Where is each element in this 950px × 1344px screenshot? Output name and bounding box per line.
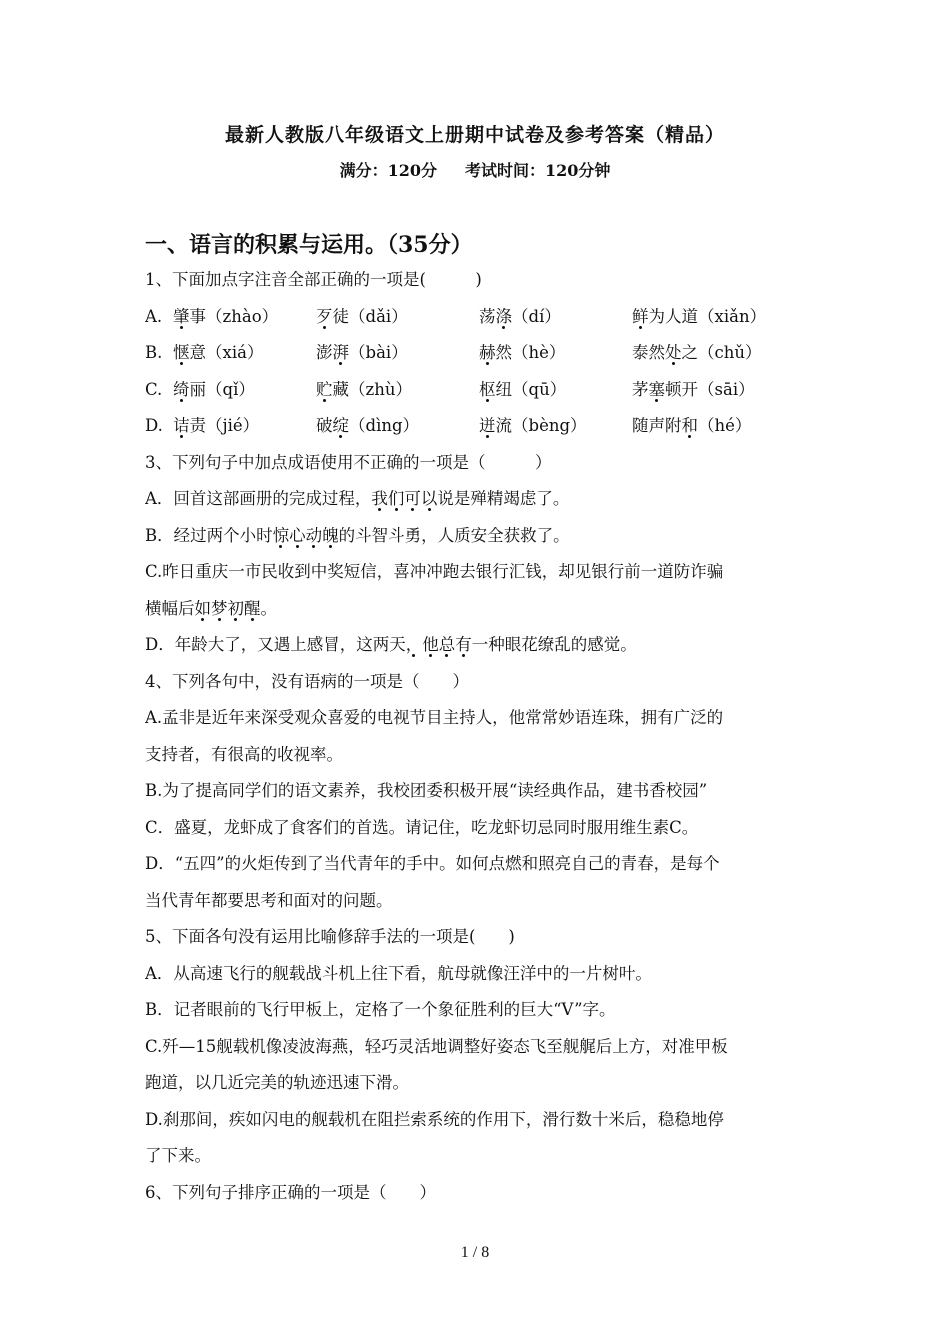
option-label: A. [145,306,163,326]
exam-meta [0,158,950,181]
question-4-option-d-cont: 当代青年都要思考和面对的问题。 [145,890,393,910]
question-3-option-a: A．回首这部画册的完成过程，我们可以说是殚精竭虑了。 [145,489,570,508]
question-3-option-d: D．年龄大了，又遇上感冒，这两天，他总有一种眼花缭乱的感觉。 [145,635,637,654]
emphasis-dot: 处 [665,343,682,362]
question-5-option-b: B．记者眼前的飞行甲板上，定格了一个象征胜利的巨大“V”字。 [145,1000,616,1019]
question-6-stem: 6、下列句子排序正确的一项是（ ） [145,1182,436,1202]
question-1-option-a [145,299,810,336]
emphasis-dot: 总 [438,635,456,654]
emphasis-dot: 绽 [332,416,349,435]
question-1-option-c [145,372,810,409]
option-item: 诘责（jié） [173,416,260,435]
full-score: 满分：120分 [339,161,437,180]
emphasis-dot: 心 [289,525,306,545]
question-1-stem: 1、下面加点字注音全部正确的一项是( ) [145,270,482,289]
question-3-option-c-cont: 横幅后如梦初醒。 [145,598,277,618]
emphasis-dot: 歹 [316,306,333,326]
emphasis-dot: 鲜 [632,306,649,326]
question-5-option-d-cont: 了下来。 [145,1146,211,1165]
question-5-stem: 5、下面各句没有运用比喻修辞手法的一项是( ) [145,927,515,946]
option-item: 贮藏（zhù） [316,379,412,399]
question-3-option-c: C.昨日重庆一市民收到中奖短信，喜冲冲跑去银行汇钱，却见银行前一道防诈骗 [145,562,724,581]
emphasis-dot: 赫 [479,343,496,362]
question-list [145,262,810,1211]
option-item: 茅塞顿开（sāi） [632,379,755,399]
emphasis-dot: 迸 [479,416,496,435]
emphasis-dot: 以 [420,489,438,508]
option-label: C. [145,379,163,399]
question-3-stem: 3、下列句子中加点成语使用不正确的一项是（ ） [145,452,552,472]
emphasis-dot: 绮 [173,379,190,399]
emphasis-dot: 有 [455,635,472,654]
emphasis-dot: 初 [227,598,244,618]
emphasis-dot: 塞 [648,379,665,399]
option-item: 荡涤（dí） [479,306,561,326]
emphasis-dot: 贮 [316,379,333,399]
question-4-stem: 4、下列各句中，没有语病的一项是（ ） [145,671,469,691]
option-item: 绮丽（qǐ） [173,379,255,399]
question-5-option-c: C.歼—15舰载机像凌波海燕，轻巧灵活地调整好姿态飞至舰艉后上方，对准甲板 [145,1036,728,1056]
emphasis-dot: ， [405,635,423,654]
option-item: 迸流（bèng） [479,416,587,435]
emphasis-dot: 魄 [322,525,339,545]
question-1-option-d [145,408,810,445]
section-heading: 一、语言的积累与运用。（35分） [145,232,473,258]
emphasis-dot: 肇 [173,306,190,326]
question-4-option-a: A.孟非是近年来深受观众喜爱的电视节目主持人，他常常妙语连珠，拥有广泛的 [145,708,724,727]
question-4-option-d: D．“五四”的火炬传到了当代青年的手中。如何点燃和照亮自己的青春，是每个 [145,854,720,873]
option-item: 赫然（hè） [479,343,566,362]
emphasis-dot: 惊 [272,525,290,545]
option-item: 肇事（zhào） [173,306,279,326]
question-4-option-c: C．盛夏，龙虾成了食客们的首选。请记住，吃龙虾切忌同时服用维生素C。 [145,817,699,837]
exam-time: 考试时间：120分钟 [465,161,611,180]
option-item: 鲜为人道（xiǎn） [632,306,767,326]
option-label: D. [145,416,163,435]
page-title: 最新人教版八年级语文上册期中试卷及参考答案（精品） [224,124,725,146]
emphasis-dot: 枢 [479,379,496,399]
option-item: 澎湃（bài） [316,343,408,362]
option-item: 歹徒（dǎi） [316,306,408,326]
emphasis-dot: 惬 [173,343,190,362]
option-item: 泰然处之（chǔ） [632,343,762,362]
option-label: B. [145,343,163,362]
emphasis-dot: 湃 [332,343,349,362]
question-5-option-c-cont: 跑道，以几近完美的轨迹迅速下滑。 [145,1073,409,1092]
emphasis-dot: 动 [305,525,323,545]
emphasis-dot: 和 [681,416,698,435]
option-item: 枢纽（qū） [479,379,567,399]
option-item: 随声附和（hé） [632,416,752,435]
emphasis-dot: 诘 [173,416,190,435]
emphasis-dot: 醒 [244,598,261,618]
emphasis-dot: 们 [387,489,405,508]
option-item: 破绽（dìng） [316,416,420,435]
page-number: 1 / 8 [460,1244,490,1261]
question-3-option-b: B．经过两个小时惊心动魄的斗智斗勇，人质安全获救了。 [145,525,570,545]
question-5-option-d: D.刹那间，疾如闪电的舰载机在阻拦索系统的作用下，滑行数十米后，稳稳地停 [145,1109,724,1129]
question-5-option-a: A．从高速飞行的舰载战斗机上往下看，航母就像汪洋中的一片树叶。 [145,963,652,983]
question-4-option-b: B.为了提高同学们的语文素养，我校团委积极开展“读经典作品，建书香校园” [145,781,708,800]
emphasis-dot: 梦 [211,598,228,618]
option-item: 惬意（xiá） [173,343,264,362]
question-4-option-a-cont: 支持者，有很高的收视率。 [145,744,343,764]
question-1-option-b [145,335,810,372]
emphasis-dot: 可 [404,489,421,508]
emphasis-dot: 涤 [495,306,512,326]
emphasis-dot: 我 [371,489,388,508]
emphasis-dot: 如 [194,598,211,618]
emphasis-dot: 他 [422,635,439,654]
